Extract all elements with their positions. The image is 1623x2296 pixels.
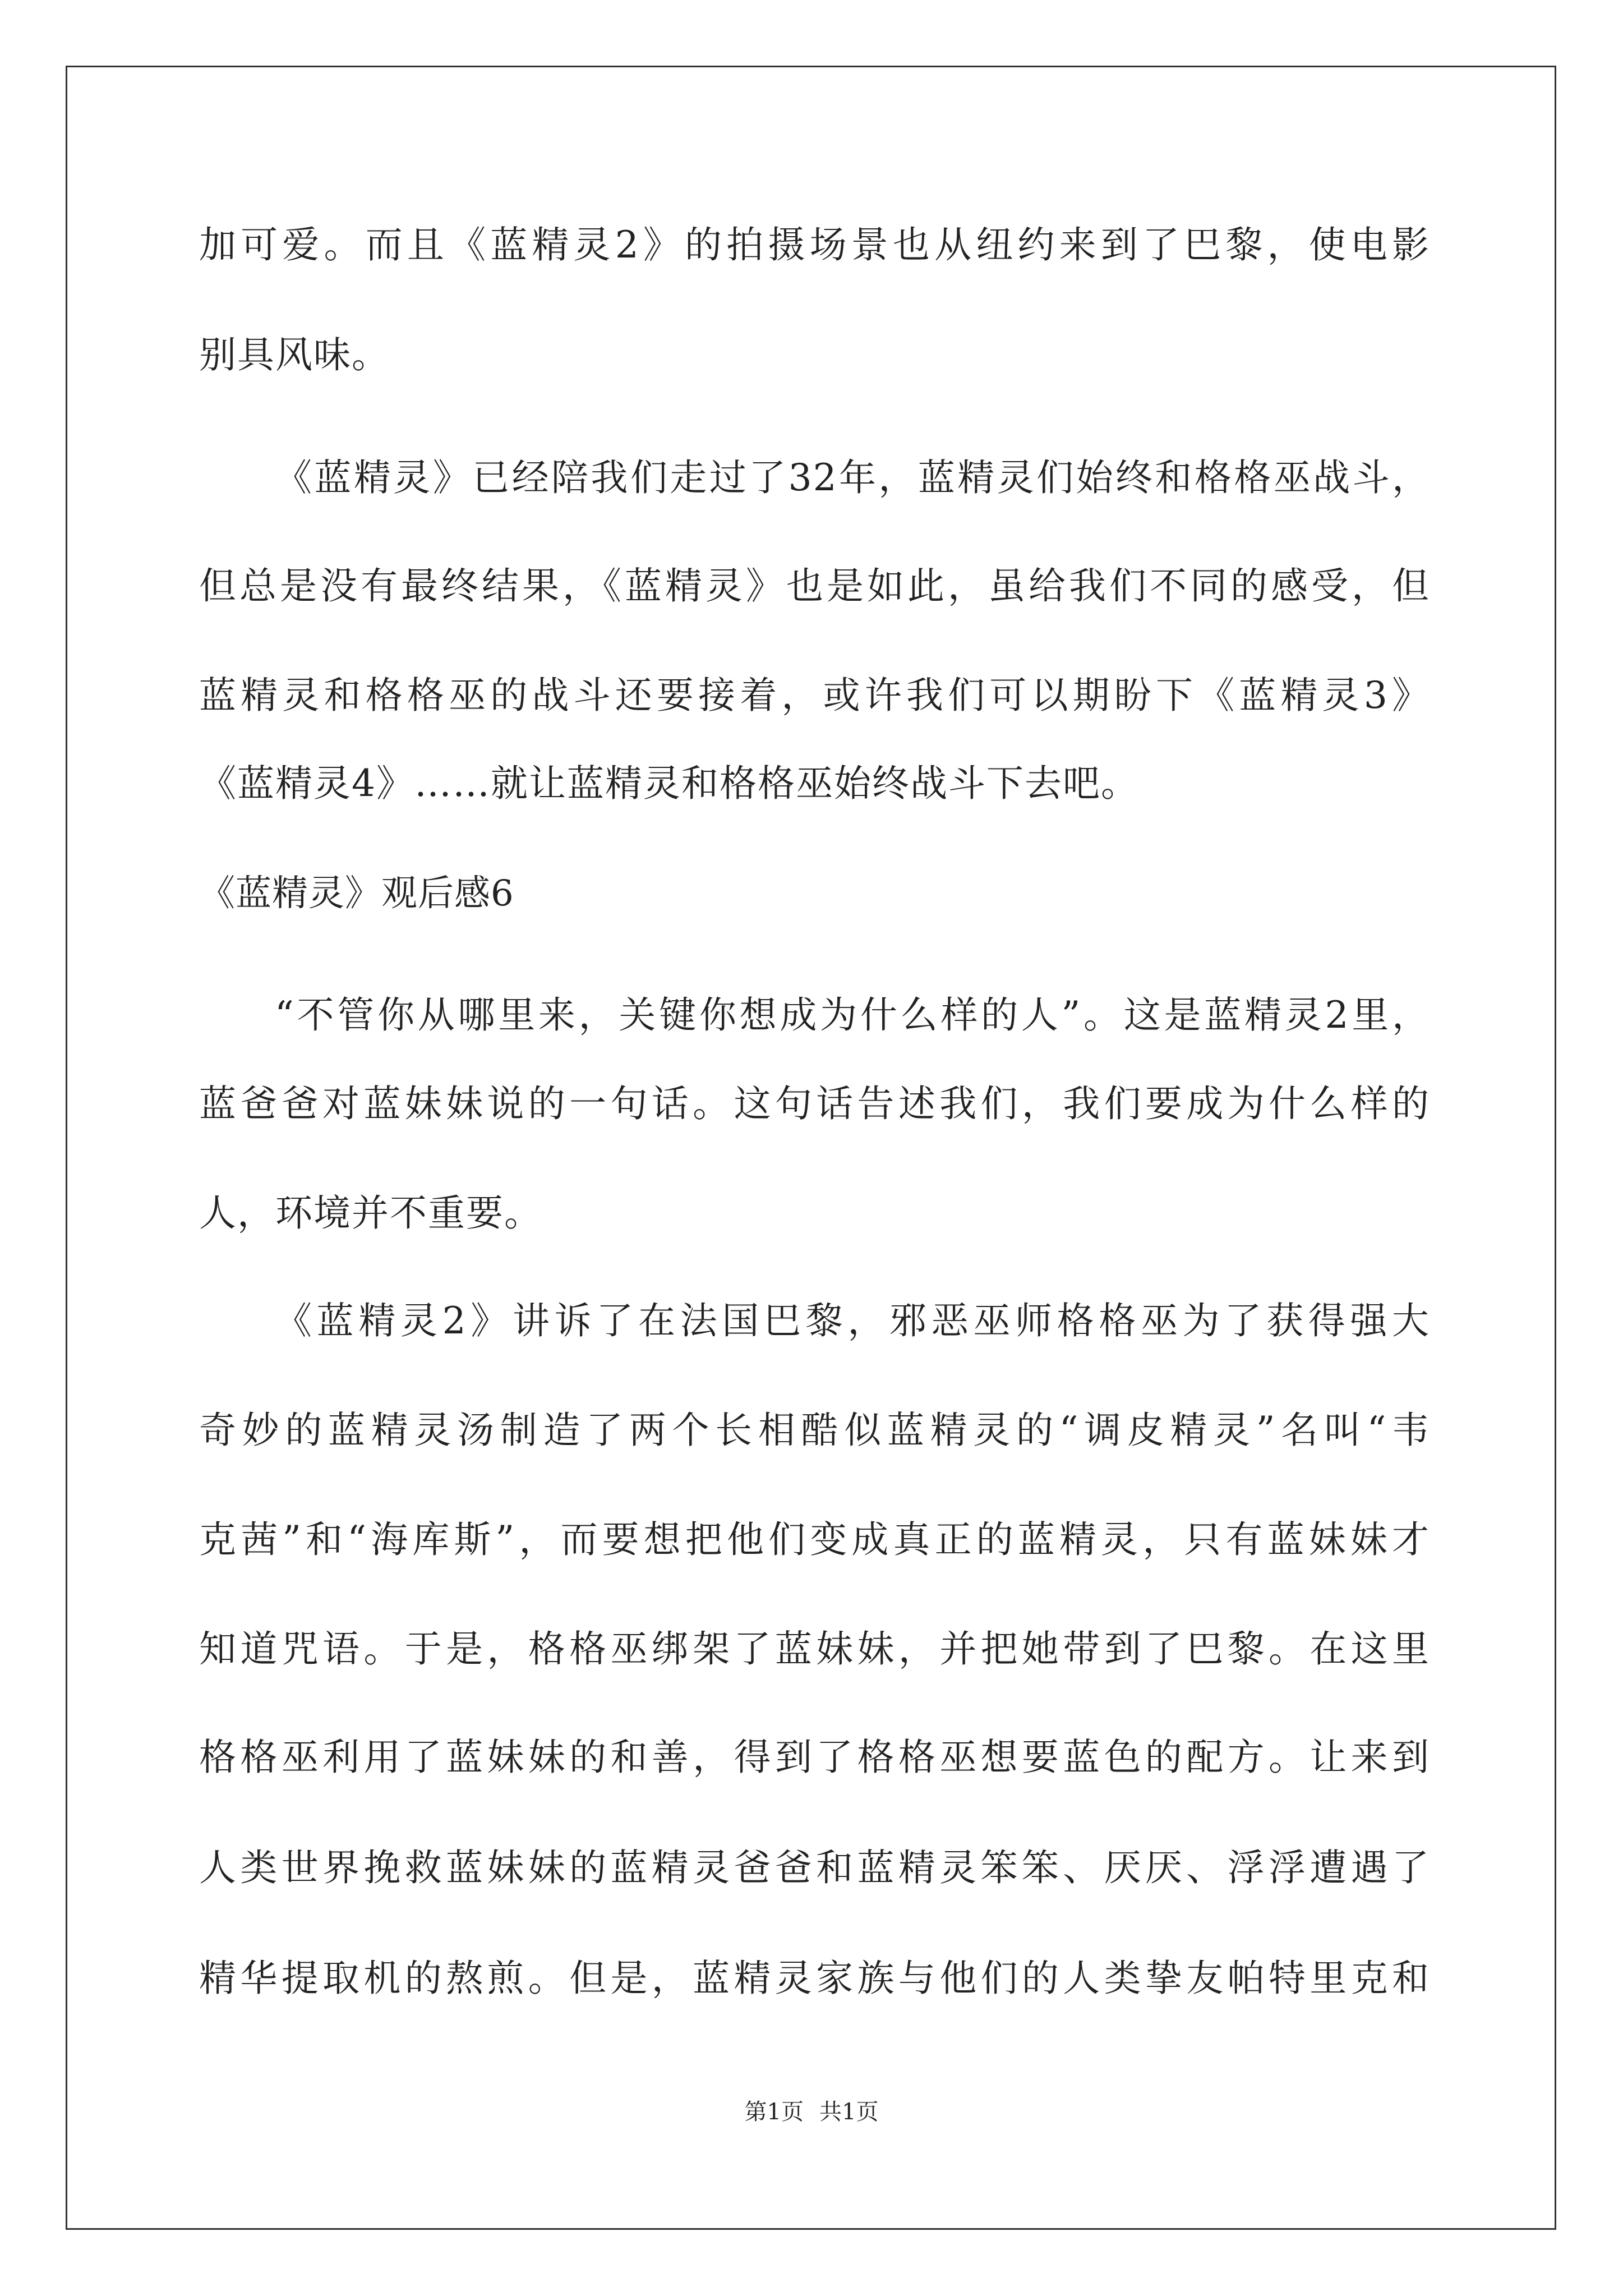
section-heading: 《蓝精灵》观后感6 bbox=[199, 873, 514, 914]
body-line-5: 蓝精灵和格格巫的战斗还要接着，或许我们可以期盼下《蓝精灵3》 bbox=[199, 674, 1430, 717]
body-line-11: 奇妙的蓝精灵汤制造了两个长相酷似蓝精灵的“调皮精灵”名叫“韦 bbox=[199, 1409, 1430, 1452]
body-line-12: 克茜”和“海库斯”，而要想把他们变成真正的蓝精灵，只有蓝妹妹才 bbox=[199, 1518, 1430, 1561]
body-line-10: 《蓝精灵2》讲诉了在法国巴黎，邪恶巫师格格巫为了获得强大 bbox=[275, 1299, 1430, 1342]
body-line-4: 但总是没有最终结果，《蓝精灵》也是如此，虽给我们不同的感受，但 bbox=[199, 564, 1430, 608]
body-line-13: 知道咒语。于是，格格巫绑架了蓝妹妹，并把她带到了巴黎。在这里 bbox=[199, 1627, 1430, 1671]
body-line-3: 《蓝精灵》已经陪我们走过了32年，蓝精灵们始终和格格巫战斗， bbox=[275, 456, 1430, 499]
body-line-9: 人，环境并不重要。 bbox=[199, 1191, 542, 1235]
page-number: 第1页 bbox=[744, 2099, 804, 2125]
page-footer bbox=[0, 2098, 1623, 2126]
body-line-6: 《蓝精灵4》……就让蓝精灵和格格巫始终战斗下去吧。 bbox=[199, 762, 1139, 805]
body-line-8: 蓝爸爸对蓝妹妹说的一句话。这句话告述我们，我们要成为什么样的 bbox=[199, 1082, 1430, 1125]
body-line-1: 加可爱。而且《蓝精灵2》的拍摄场景也从纽约来到了巴黎，使电影 bbox=[199, 223, 1430, 266]
body-line-2: 别具风味。 bbox=[199, 333, 390, 376]
body-line-15: 人类世界挽救蓝妹妹的蓝精灵爸爸和蓝精灵笨笨、厌厌、浮浮遭遇了 bbox=[199, 1846, 1430, 1889]
body-line-7: “不管你从哪里来，关键你想成为什么样的人”。这是蓝精灵2里， bbox=[275, 993, 1430, 1037]
page-border bbox=[66, 66, 1556, 2230]
page-total: 共1页 bbox=[819, 2099, 879, 2125]
body-line-16: 精华提取机的熬煎。但是，蓝精灵家族与他们的人类挚友帕特里克和 bbox=[199, 1957, 1430, 2000]
body-line-14: 格格巫利用了蓝妹妹的和善，得到了格格巫想要蓝色的配方。让来到 bbox=[199, 1736, 1430, 1779]
